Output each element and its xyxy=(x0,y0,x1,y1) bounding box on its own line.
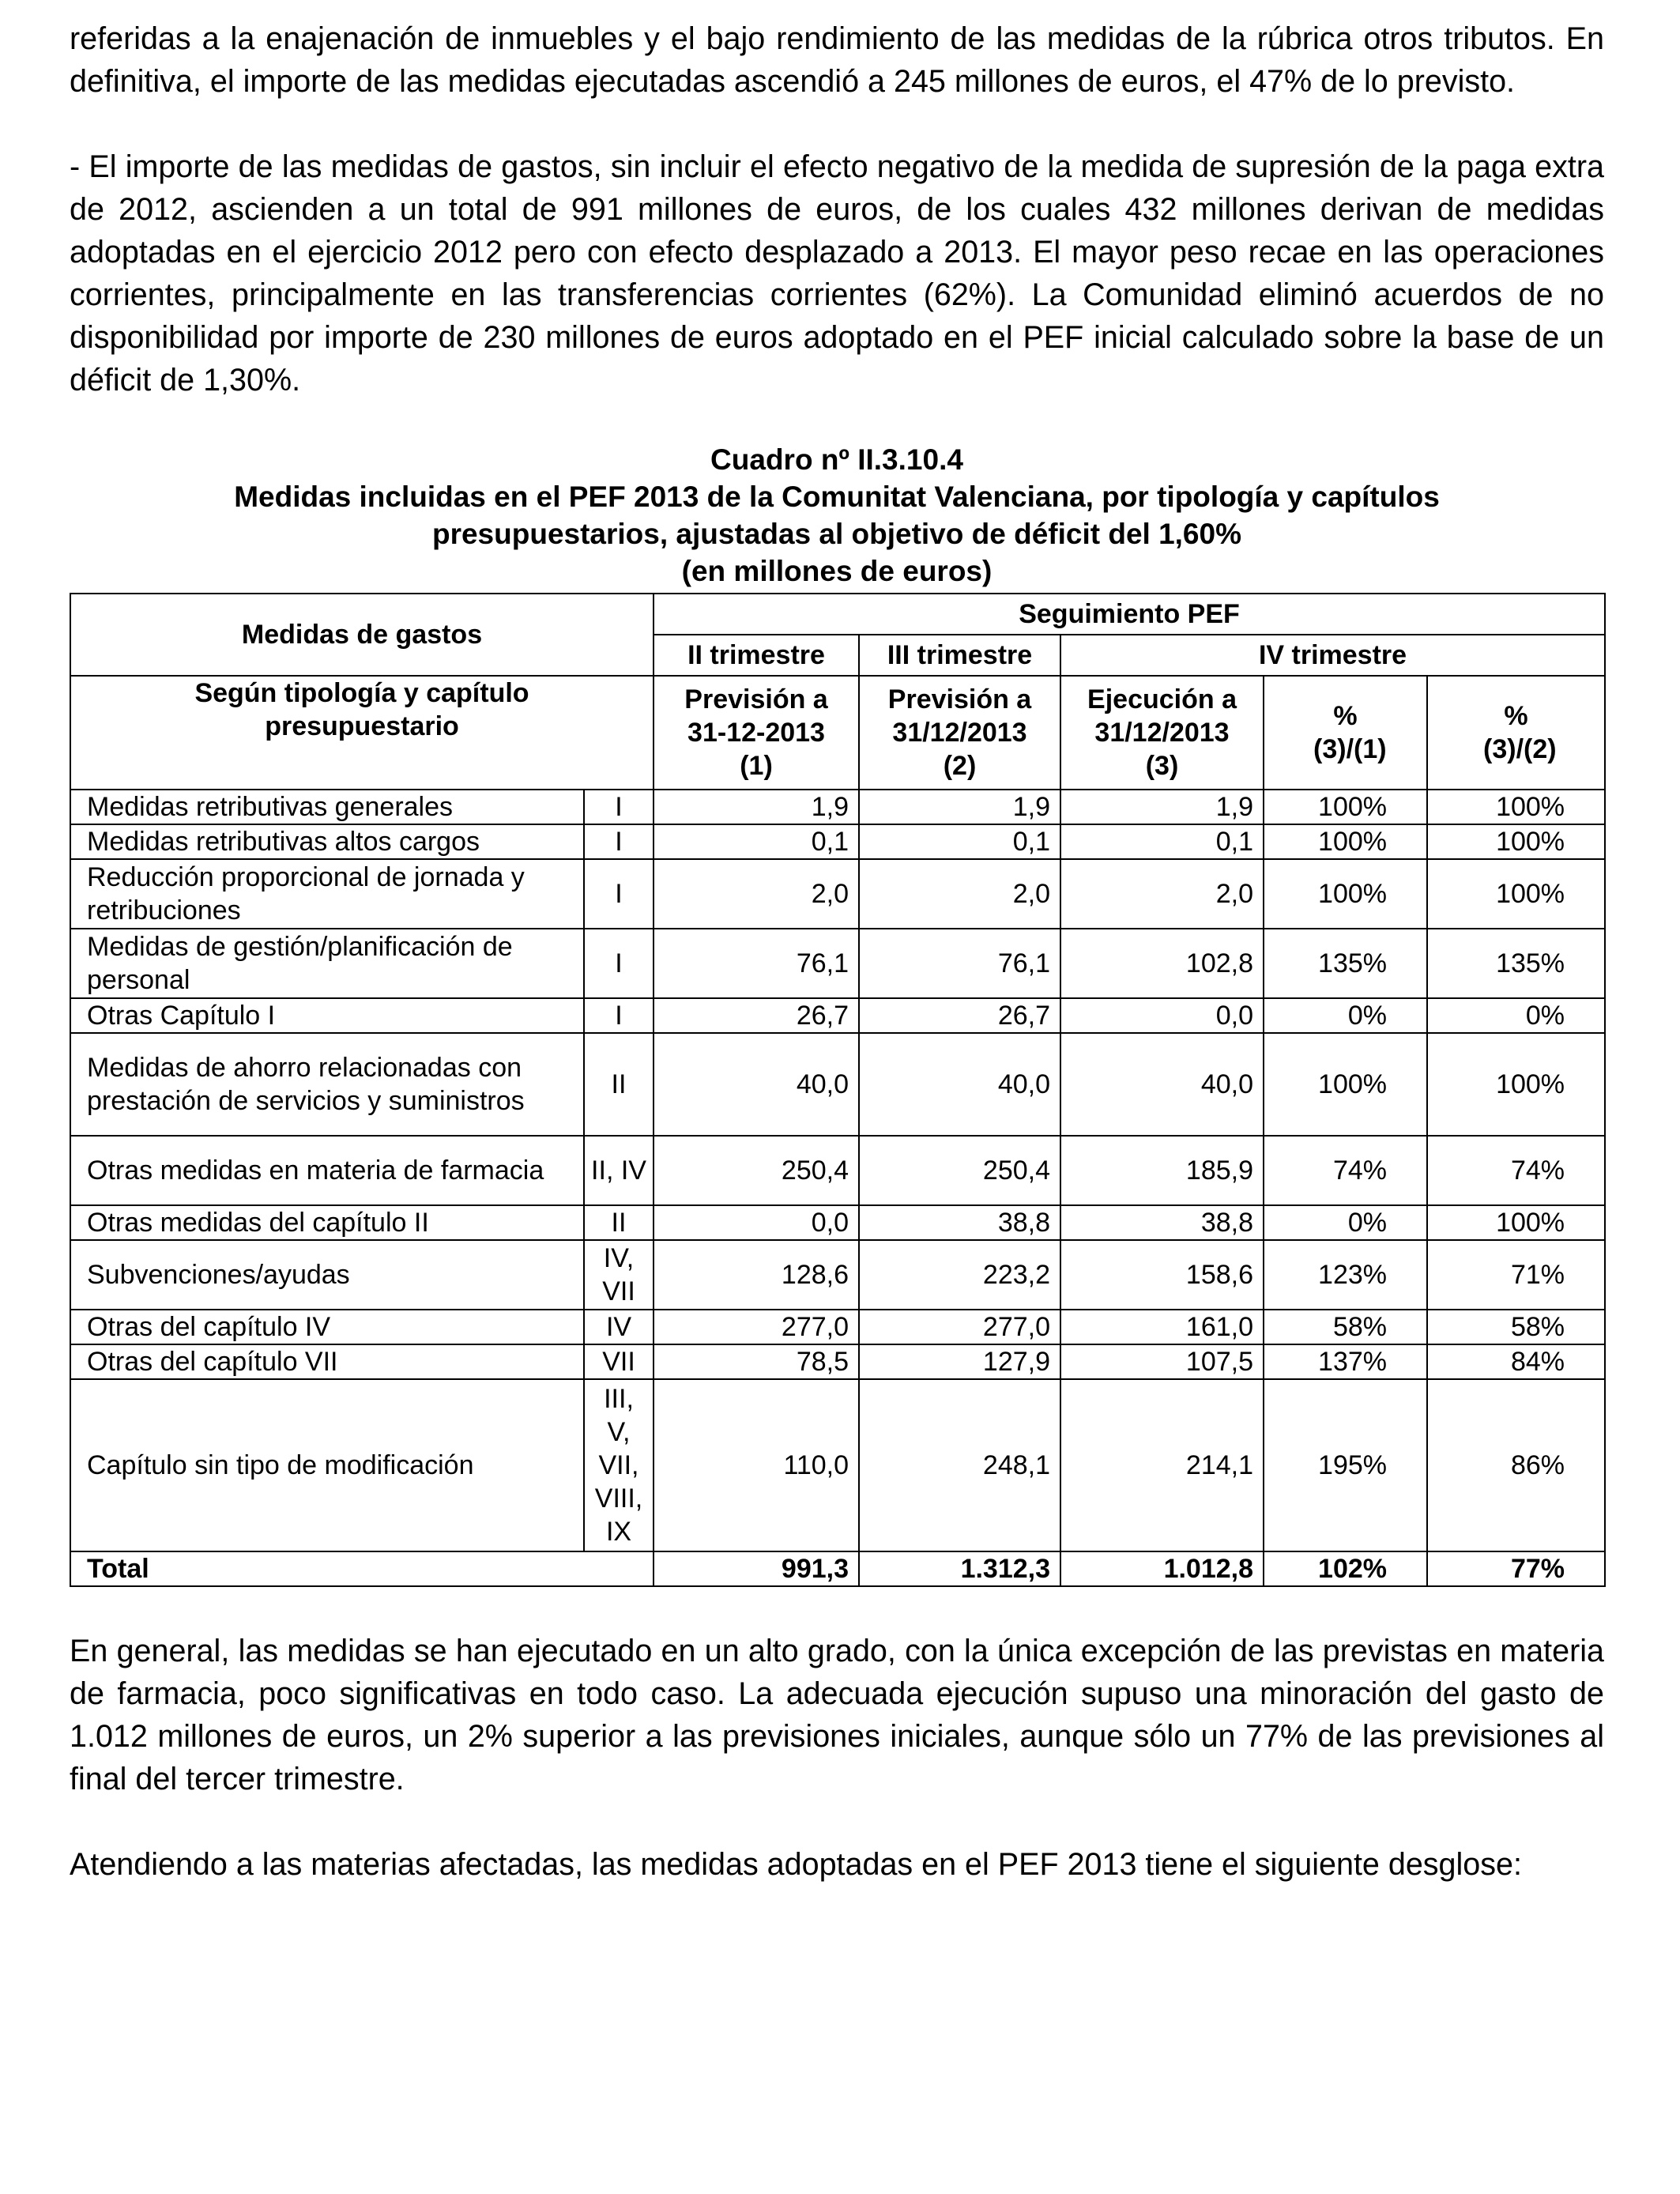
row-forecast-q3: 2,0 xyxy=(859,859,1060,929)
row-forecast-q3: 248,1 xyxy=(859,1379,1060,1551)
row-label: Capítulo sin tipo de modificación xyxy=(70,1379,584,1551)
table-number: Cuadro nº II.3.10.4 xyxy=(710,443,963,476)
row-forecast-q2: 0,0 xyxy=(654,1205,859,1240)
row-label: Otras del capítulo VII xyxy=(70,1344,584,1379)
row-ratio-2: 86% xyxy=(1427,1379,1605,1551)
row-forecast-q2: 40,0 xyxy=(654,1033,859,1136)
row-ratio-2: 84% xyxy=(1427,1344,1605,1379)
row-label: Medidas retributivas altos cargos xyxy=(70,824,584,859)
row-label: Medidas de ahorro relacionadas con prestación de servicios y suministros xyxy=(70,1033,584,1136)
total-p2: 1.312,3 xyxy=(859,1551,1060,1586)
row-label: Otras medidas en materia de farmacia xyxy=(70,1136,584,1205)
row-execution-q4: 161,0 xyxy=(1060,1310,1264,1344)
header-col4: % (3)/(1) xyxy=(1264,676,1427,790)
header-group-label: Medidas de gastos xyxy=(70,594,654,676)
paragraph-breakdown-intro: Atendiendo a las materias afectadas, las medidas adoptadas en el PEF 2013 tiene el siguiente desglose: xyxy=(70,1847,1522,1882)
table-caption xyxy=(70,441,1604,590)
row-ratio-2: 100% xyxy=(1427,1033,1605,1136)
total-label: Total xyxy=(70,1551,654,1586)
row-forecast-q3: 40,0 xyxy=(859,1033,1060,1136)
row-forecast-q3: 0,1 xyxy=(859,824,1060,859)
row-label: Medidas de gestión/planificación de personal xyxy=(70,929,584,998)
row-chapter: I xyxy=(584,790,654,824)
row-ratio-1: 0% xyxy=(1264,998,1427,1033)
row-execution-q4: 40,0 xyxy=(1060,1033,1264,1136)
row-ratio-2: 74% xyxy=(1427,1136,1605,1205)
table-row xyxy=(70,1033,1605,1136)
row-forecast-q2: 2,0 xyxy=(654,859,859,929)
row-chapter: I xyxy=(584,859,654,929)
row-execution-q4: 0,0 xyxy=(1060,998,1264,1033)
row-ratio-1: 58% xyxy=(1264,1310,1427,1344)
row-forecast-q3: 26,7 xyxy=(859,998,1060,1033)
table-title-line2: presupuestarios, ajustadas al objetivo de déficit del 1,60% xyxy=(431,518,1241,550)
row-chapter: I xyxy=(584,824,654,859)
row-execution-q4: 38,8 xyxy=(1060,1205,1264,1240)
row-chapter: IV xyxy=(584,1310,654,1344)
row-ratio-1: 100% xyxy=(1264,1033,1427,1136)
row-forecast-q2: 78,5 xyxy=(654,1344,859,1379)
row-forecast-q2: 277,0 xyxy=(654,1310,859,1344)
row-ratio-2: 58% xyxy=(1427,1310,1605,1344)
row-ratio-1: 195% xyxy=(1264,1379,1427,1551)
table-row xyxy=(70,1205,1605,1240)
paragraph-expense-measures: - El importe de las medidas de gastos, sin incluir el efecto negativo de la medida de supresión de la paga extra de 2012, ascienden a un total de 991 millones de euros, de los cuales 432 millones derivan de medidas adoptadas en el ejercicio 2012 pero con efecto desplazado a 2013. El mayor peso recae en las operaciones corrientes, principalmente en las transferencias corrientes (62%). La Comunidad eliminó acuerdos de no disponibilidad por importe de 230 millones de euros adoptado en el PEF inicial calculado sobre la base de un déficit de 1,30%. xyxy=(70,149,1604,398)
total-row xyxy=(70,1551,1605,1586)
row-forecast-q2: 0,1 xyxy=(654,824,859,859)
header-tracking: Seguimiento PEF xyxy=(654,594,1605,635)
table-units: (en millones de euros) xyxy=(681,555,993,587)
row-ratio-1: 135% xyxy=(1264,929,1427,998)
row-chapter: II xyxy=(584,1033,654,1136)
header-col2: Previsión a 31/12/2013 (2) xyxy=(859,676,1060,790)
row-forecast-q2: 76,1 xyxy=(654,929,859,998)
row-ratio-1: 137% xyxy=(1264,1344,1427,1379)
row-chapter: IV, VII xyxy=(584,1240,654,1310)
row-execution-q4: 1,9 xyxy=(1060,790,1264,824)
header-row-1 xyxy=(70,594,1605,635)
row-label: Otras del capítulo IV xyxy=(70,1310,584,1344)
row-forecast-q3: 223,2 xyxy=(859,1240,1060,1310)
header-q3: III trimestre xyxy=(859,635,1060,676)
row-label: Subvenciones/ayudas xyxy=(70,1240,584,1310)
table-row xyxy=(70,859,1605,929)
table-row xyxy=(70,1344,1605,1379)
row-forecast-q2: 250,4 xyxy=(654,1136,859,1205)
row-forecast-q3: 76,1 xyxy=(859,929,1060,998)
header-col5: % (3)/(2) xyxy=(1427,676,1605,790)
document-page xyxy=(70,17,1604,1886)
row-forecast-q2: 26,7 xyxy=(654,998,859,1033)
row-ratio-1: 123% xyxy=(1264,1240,1427,1310)
row-forecast-q3: 250,4 xyxy=(859,1136,1060,1205)
row-execution-q4: 185,9 xyxy=(1060,1136,1264,1205)
total-p1: 991,3 xyxy=(654,1551,859,1586)
table-row xyxy=(70,1379,1605,1551)
row-ratio-1: 74% xyxy=(1264,1136,1427,1205)
row-execution-q4: 102,8 xyxy=(1060,929,1264,998)
row-execution-q4: 158,6 xyxy=(1060,1240,1264,1310)
row-chapter: II, IV xyxy=(584,1136,654,1205)
header-row-label: Según tipología y capítulo presupuestario xyxy=(70,676,654,790)
row-forecast-q2: 110,0 xyxy=(654,1379,859,1551)
row-ratio-1: 0% xyxy=(1264,1205,1427,1240)
row-forecast-q2: 1,9 xyxy=(654,790,859,824)
measures-table xyxy=(70,593,1606,1587)
header-row-3 xyxy=(70,676,1605,790)
row-execution-q4: 214,1 xyxy=(1060,1379,1264,1551)
row-label: Otras medidas del capítulo II xyxy=(70,1205,584,1240)
row-label: Otras Capítulo I xyxy=(70,998,584,1033)
row-ratio-2: 100% xyxy=(1427,859,1605,929)
row-forecast-q3: 1,9 xyxy=(859,790,1060,824)
row-chapter: VII xyxy=(584,1344,654,1379)
table-row xyxy=(70,824,1605,859)
row-chapter: III, V, VII, VIII, IX xyxy=(584,1379,654,1551)
row-ratio-2: 135% xyxy=(1427,929,1605,998)
row-execution-q4: 0,1 xyxy=(1060,824,1264,859)
table-row xyxy=(70,1136,1605,1205)
header-q2: II trimestre xyxy=(654,635,859,676)
row-ratio-2: 100% xyxy=(1427,1205,1605,1240)
row-chapter: II xyxy=(584,1205,654,1240)
row-execution-q4: 107,5 xyxy=(1060,1344,1264,1379)
header-col1: Previsión a 31-12-2013 (1) xyxy=(654,676,859,790)
row-forecast-q3: 127,9 xyxy=(859,1344,1060,1379)
row-forecast-q2: 128,6 xyxy=(654,1240,859,1310)
row-ratio-2: 0% xyxy=(1427,998,1605,1033)
paragraph-revenue-measures: referidas a la enajenación de inmuebles y el bajo rendimiento de las medidas de la rúbrica otros tributos. En definitiva, el importe de las medidas ejecutadas ascendió a 245 millones de euros, el 47% de lo previsto. xyxy=(70,21,1604,99)
row-execution-q4: 2,0 xyxy=(1060,859,1264,929)
table-row xyxy=(70,1310,1605,1344)
header-col3: Ejecución a 31/12/2013 (3) xyxy=(1060,676,1264,790)
row-ratio-2: 71% xyxy=(1427,1240,1605,1310)
table-row xyxy=(70,929,1605,998)
table-row xyxy=(70,790,1605,824)
paragraph-conclusion: En general, las medidas se han ejecutado en un alto grado, con la única excepción de las previstas en materia de farmacia, poco significativas en todo caso. La adecuada ejecución supuso una minoración del gasto de 1.012 millones de euros, un 2% superior a las previsiones iniciales, aunque sólo un 77% de las previsiones al final del tercer trimestre. xyxy=(70,1634,1604,1796)
header-q4: IV trimestre xyxy=(1060,635,1605,676)
row-label: Reducción proporcional de jornada y retribuciones xyxy=(70,859,584,929)
row-forecast-q3: 277,0 xyxy=(859,1310,1060,1344)
row-ratio-2: 100% xyxy=(1427,824,1605,859)
row-ratio-1: 100% xyxy=(1264,859,1427,929)
row-ratio-1: 100% xyxy=(1264,790,1427,824)
row-label: Medidas retributivas generales xyxy=(70,790,584,824)
row-ratio-1: 100% xyxy=(1264,824,1427,859)
table-row xyxy=(70,998,1605,1033)
row-forecast-q3: 38,8 xyxy=(859,1205,1060,1240)
row-chapter: I xyxy=(584,929,654,998)
row-chapter: I xyxy=(584,998,654,1033)
table-row xyxy=(70,1240,1605,1310)
total-e3: 1.012,8 xyxy=(1060,1551,1264,1586)
total-r2: 77% xyxy=(1427,1551,1605,1586)
table-title-line1: Medidas incluidas en el PEF 2013 de la Comunitat Valenciana, por tipología y capítulos xyxy=(234,481,1440,513)
row-ratio-2: 100% xyxy=(1427,790,1605,824)
total-r1: 102% xyxy=(1264,1551,1427,1586)
